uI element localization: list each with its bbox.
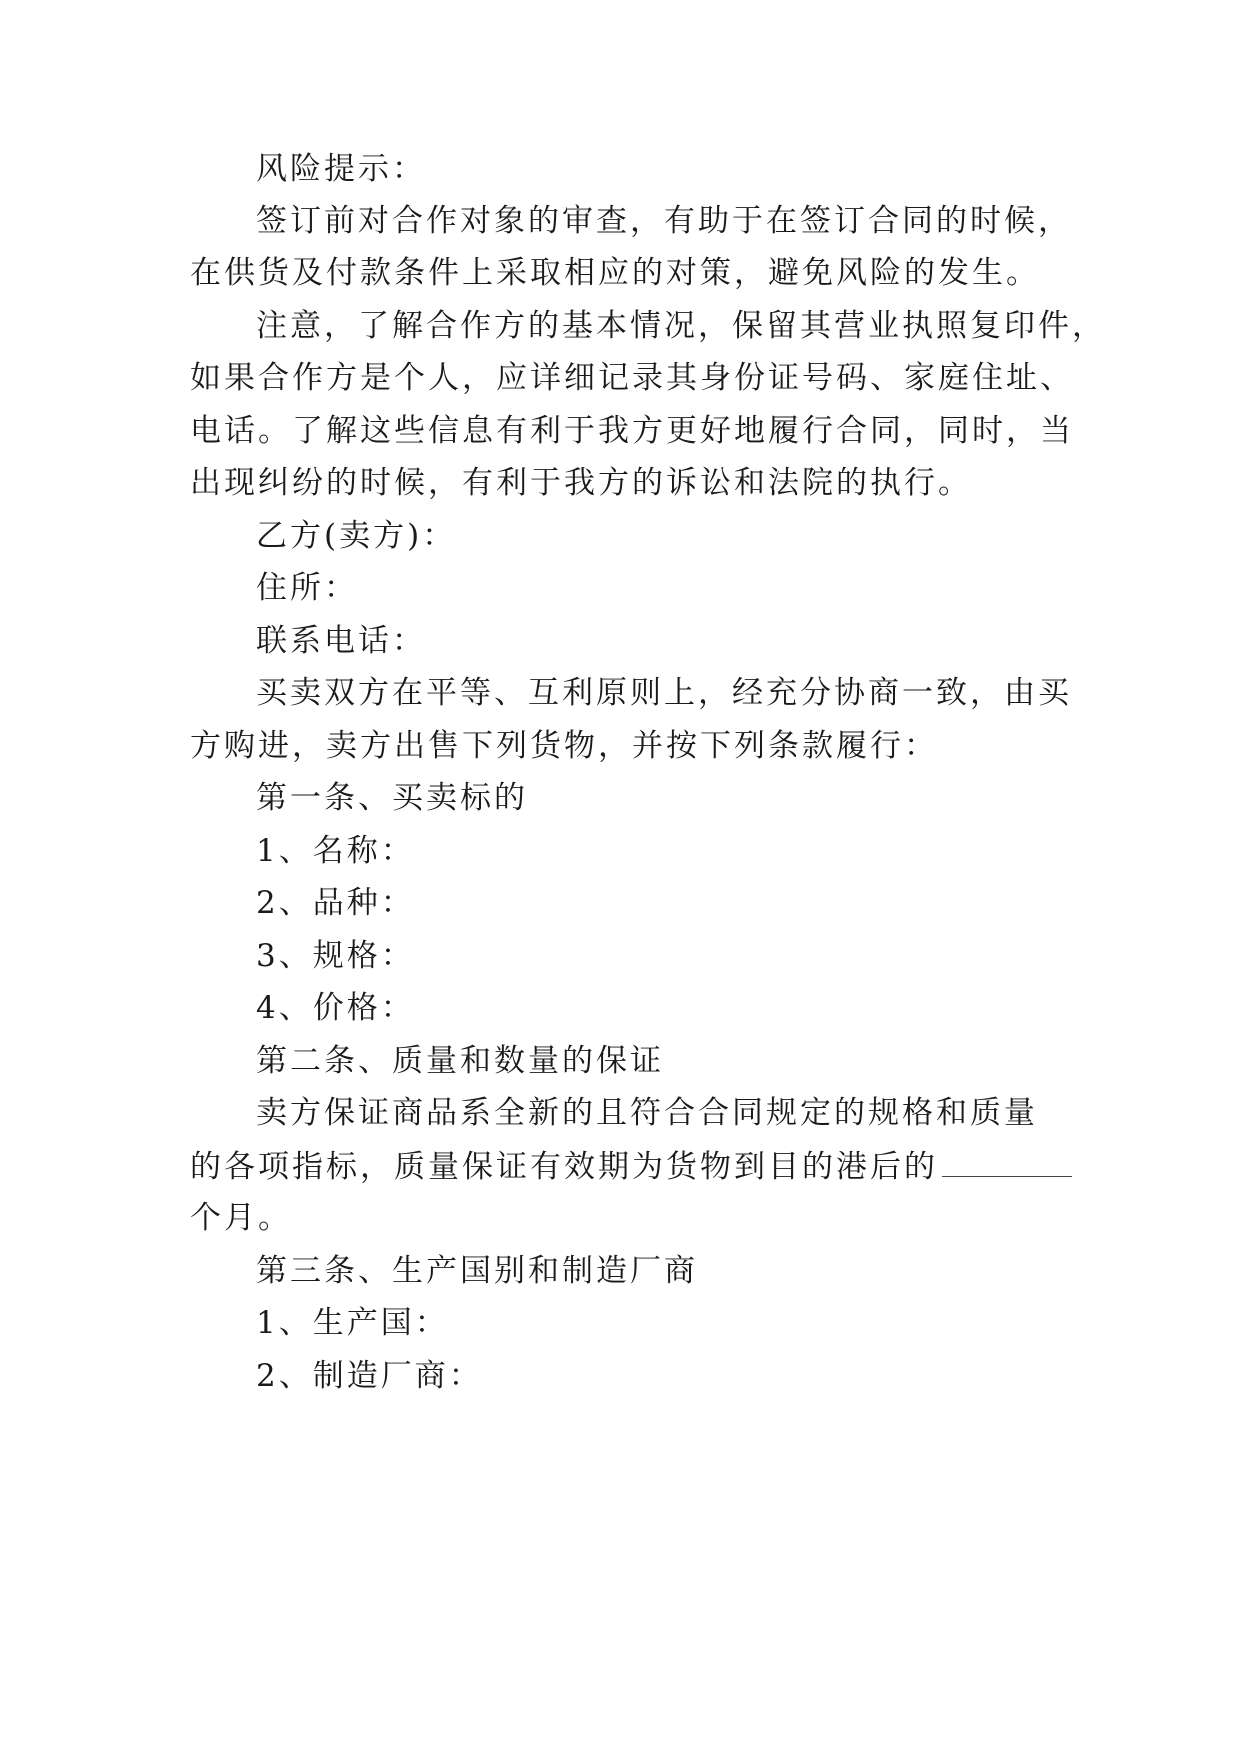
paragraph-line: 个月。 xyxy=(190,1200,292,1236)
paragraph-line: 方购进，卖方出售下列货物，并按下列条款履行： xyxy=(190,728,938,764)
paragraph-line: 如果合作方是个人，应详细记录其身份证号码、家庭住址、 xyxy=(190,360,1074,396)
fill-in-blank xyxy=(942,1146,1072,1177)
list-item: 1、生产国： xyxy=(256,1305,449,1341)
list-item: 3、规格： xyxy=(256,938,415,974)
paragraph-line: 卖方保证商品系全新的且符合合同规定的规格和质量 xyxy=(256,1095,1038,1131)
article-heading: 第一条、买卖标的 xyxy=(256,780,528,816)
paragraph-line: 买卖双方在平等、互利原则上，经充分协商一致，由买 xyxy=(256,675,1072,711)
paragraph-line-with-blank xyxy=(190,1146,1080,1186)
risk-heading: 风险提示： xyxy=(256,151,426,187)
list-item: 4、价格： xyxy=(256,990,415,1026)
paragraph-line: 注意，了解合作方的基本情况，保留其营业执照复印件， xyxy=(256,308,1106,344)
paragraph-line: 电话。了解这些信息有利于我方更好地履行合同，同时，当 xyxy=(190,413,1074,449)
list-item: 2、制造厂商： xyxy=(256,1358,483,1394)
article-heading: 第二条、质量和数量的保证 xyxy=(256,1043,664,1079)
party-b-label: 乙方(卖方)： xyxy=(256,518,457,554)
paragraph-line: 签订前对合作对象的审查，有助于在签订合同的时候， xyxy=(256,203,1072,239)
phone-label: 联系电话： xyxy=(256,623,426,659)
paragraph-line: 出现纠纷的时候，有利于我方的诉讼和法院的执行。 xyxy=(190,465,972,501)
address-label: 住所： xyxy=(256,570,358,606)
list-item: 1、名称： xyxy=(256,833,415,869)
paragraph-line: 在供货及付款条件上采取相应的对策，避免风险的发生。 xyxy=(190,255,1040,291)
paragraph-text: 的各项指标，质量保证有效期为货物到目的港后的 xyxy=(190,1149,938,1185)
list-item: 2、品种： xyxy=(256,885,415,921)
article-heading: 第三条、生产国别和制造厂商 xyxy=(256,1253,698,1289)
